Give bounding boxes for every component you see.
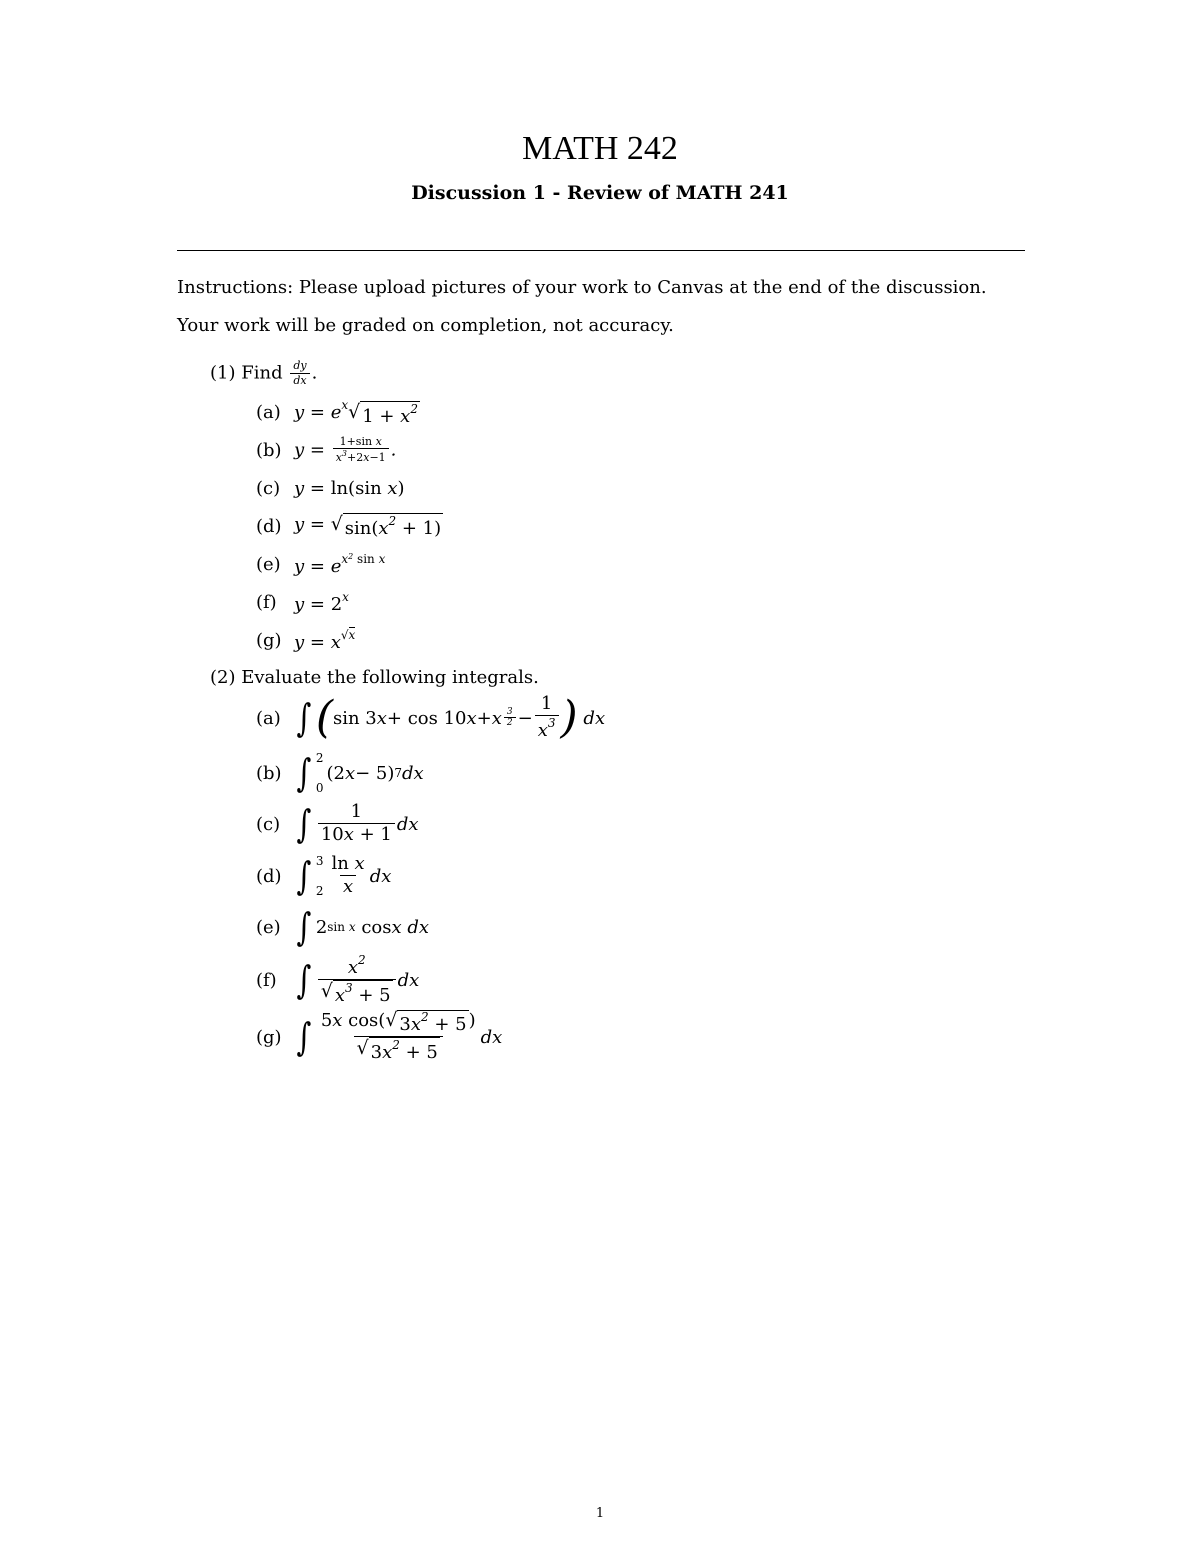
problem-2d-upper-limit: 3 (315, 854, 324, 868)
problem-2g-expression: ∫ 5x cos( √ $3x^2 + 5$ ) √ $3x^2 + 5$ dx (296, 1009, 503, 1064)
problem-2b-lower-limit: 0 (315, 781, 324, 795)
problem-2e-label: (e) (256, 916, 281, 938)
instructions-line-2: Your work will be graded on completion, not accuracy. (177, 315, 674, 336)
problem-1b-expression: y = $\frac{\text{1+sin x}}{x^3+2x-1}$ . (294, 434, 397, 465)
problem-2d-label: (d) (256, 865, 282, 887)
problem-2-label: (2) (210, 667, 236, 688)
problem-1e-expression: $y = e^{x^2 sin x}$ (294, 551, 386, 577)
problem-2g-label: (g) (256, 1026, 282, 1048)
problem-2b-expression: ∫ 2 0 (2 x − 5) 7 dx (296, 751, 424, 795)
problem-1g-expression: $y = x^{√x}$ (294, 627, 356, 653)
problem-1e (256, 544, 385, 584)
problem-1d (256, 506, 443, 546)
problem-2f (256, 952, 419, 1008)
problem-2e-expression: ∫ 2 sin x cos x dx (296, 905, 430, 949)
problem-2-prompt: Evaluate the following integrals. (241, 667, 539, 688)
problem-2c (256, 798, 419, 850)
problem-1-heading: (1) Find $\frac{dy}{dx}$ . (210, 359, 318, 387)
problem-1g (256, 620, 355, 660)
problem-1f-label: (f) (256, 591, 277, 613)
problem-1g-label: (g) (256, 629, 282, 651)
problem-2f-label: (f) (256, 969, 277, 991)
derivative-denominator: dx (290, 373, 309, 387)
problem-1b-label: (b) (256, 439, 282, 461)
problem-1a-label: (a) (256, 401, 281, 423)
problem-2c-expression: ∫ $\frac{1}{10x + 1}$ dx (296, 801, 419, 846)
horizontal-rule (177, 250, 1025, 251)
problem-1f-expression: $y = 2^x$ (294, 589, 349, 615)
problem-1a-expression: $y = e^x$ √ $1 + x^2$ (294, 397, 418, 427)
problem-2a-expression: ∫ ( sin 3 x + cos 10 x + x $\frac{3}{2}$ − $\frac{1}{x^3}$ ) dx (296, 692, 606, 743)
problem-1e-label: (e) (256, 553, 281, 575)
problem-2f-expression: ∫ $x^2$ √ $x^3 + 5$ dx (296, 952, 420, 1006)
problem-2c-label: (c) (256, 813, 281, 835)
derivative-numerator: dy (293, 359, 307, 372)
problem-1d-label: (d) (256, 515, 282, 537)
problem-2e (256, 902, 429, 952)
problem-1f (256, 582, 349, 622)
problem-2b-upper-limit: 2 (315, 751, 324, 765)
problem-2b-label: (b) (256, 762, 282, 784)
problem-1c-expression: y = ln(sin x) (294, 477, 405, 499)
problem-1a (256, 392, 420, 432)
instructions (177, 269, 1037, 345)
problem-1-prompt: Find (241, 362, 283, 384)
problem-2d (256, 850, 391, 902)
problem-1c (256, 468, 405, 508)
problem-2a (256, 690, 605, 746)
instructions-line-1: Instructions: Please upload pictures of your work to Canvas at the end of the discussion. (177, 277, 987, 298)
problem-2g (256, 1008, 502, 1066)
problem-2b (256, 748, 424, 798)
problem-1c-label: (c) (256, 477, 281, 499)
page-title: MATH 242 (522, 130, 678, 167)
problem-2a-label: (a) (256, 707, 281, 729)
problem-1-label: (1) (210, 362, 236, 384)
page-number: 1 (595, 1506, 605, 1521)
problem-1b (256, 430, 396, 470)
problem-1d-expression: y = √ $\sin(x^2 + 1)$ (294, 513, 442, 539)
derivative-fraction (290, 360, 309, 387)
problem-2-heading (210, 667, 539, 688)
problem-2d-expression: ∫ 3 2 $\frac{\text{ln x}}{x}$ dx (296, 853, 392, 898)
page-subtitle: Discussion 1 - Review of MATH 241 (411, 182, 789, 204)
problem-2d-lower-limit: 2 (315, 884, 324, 898)
